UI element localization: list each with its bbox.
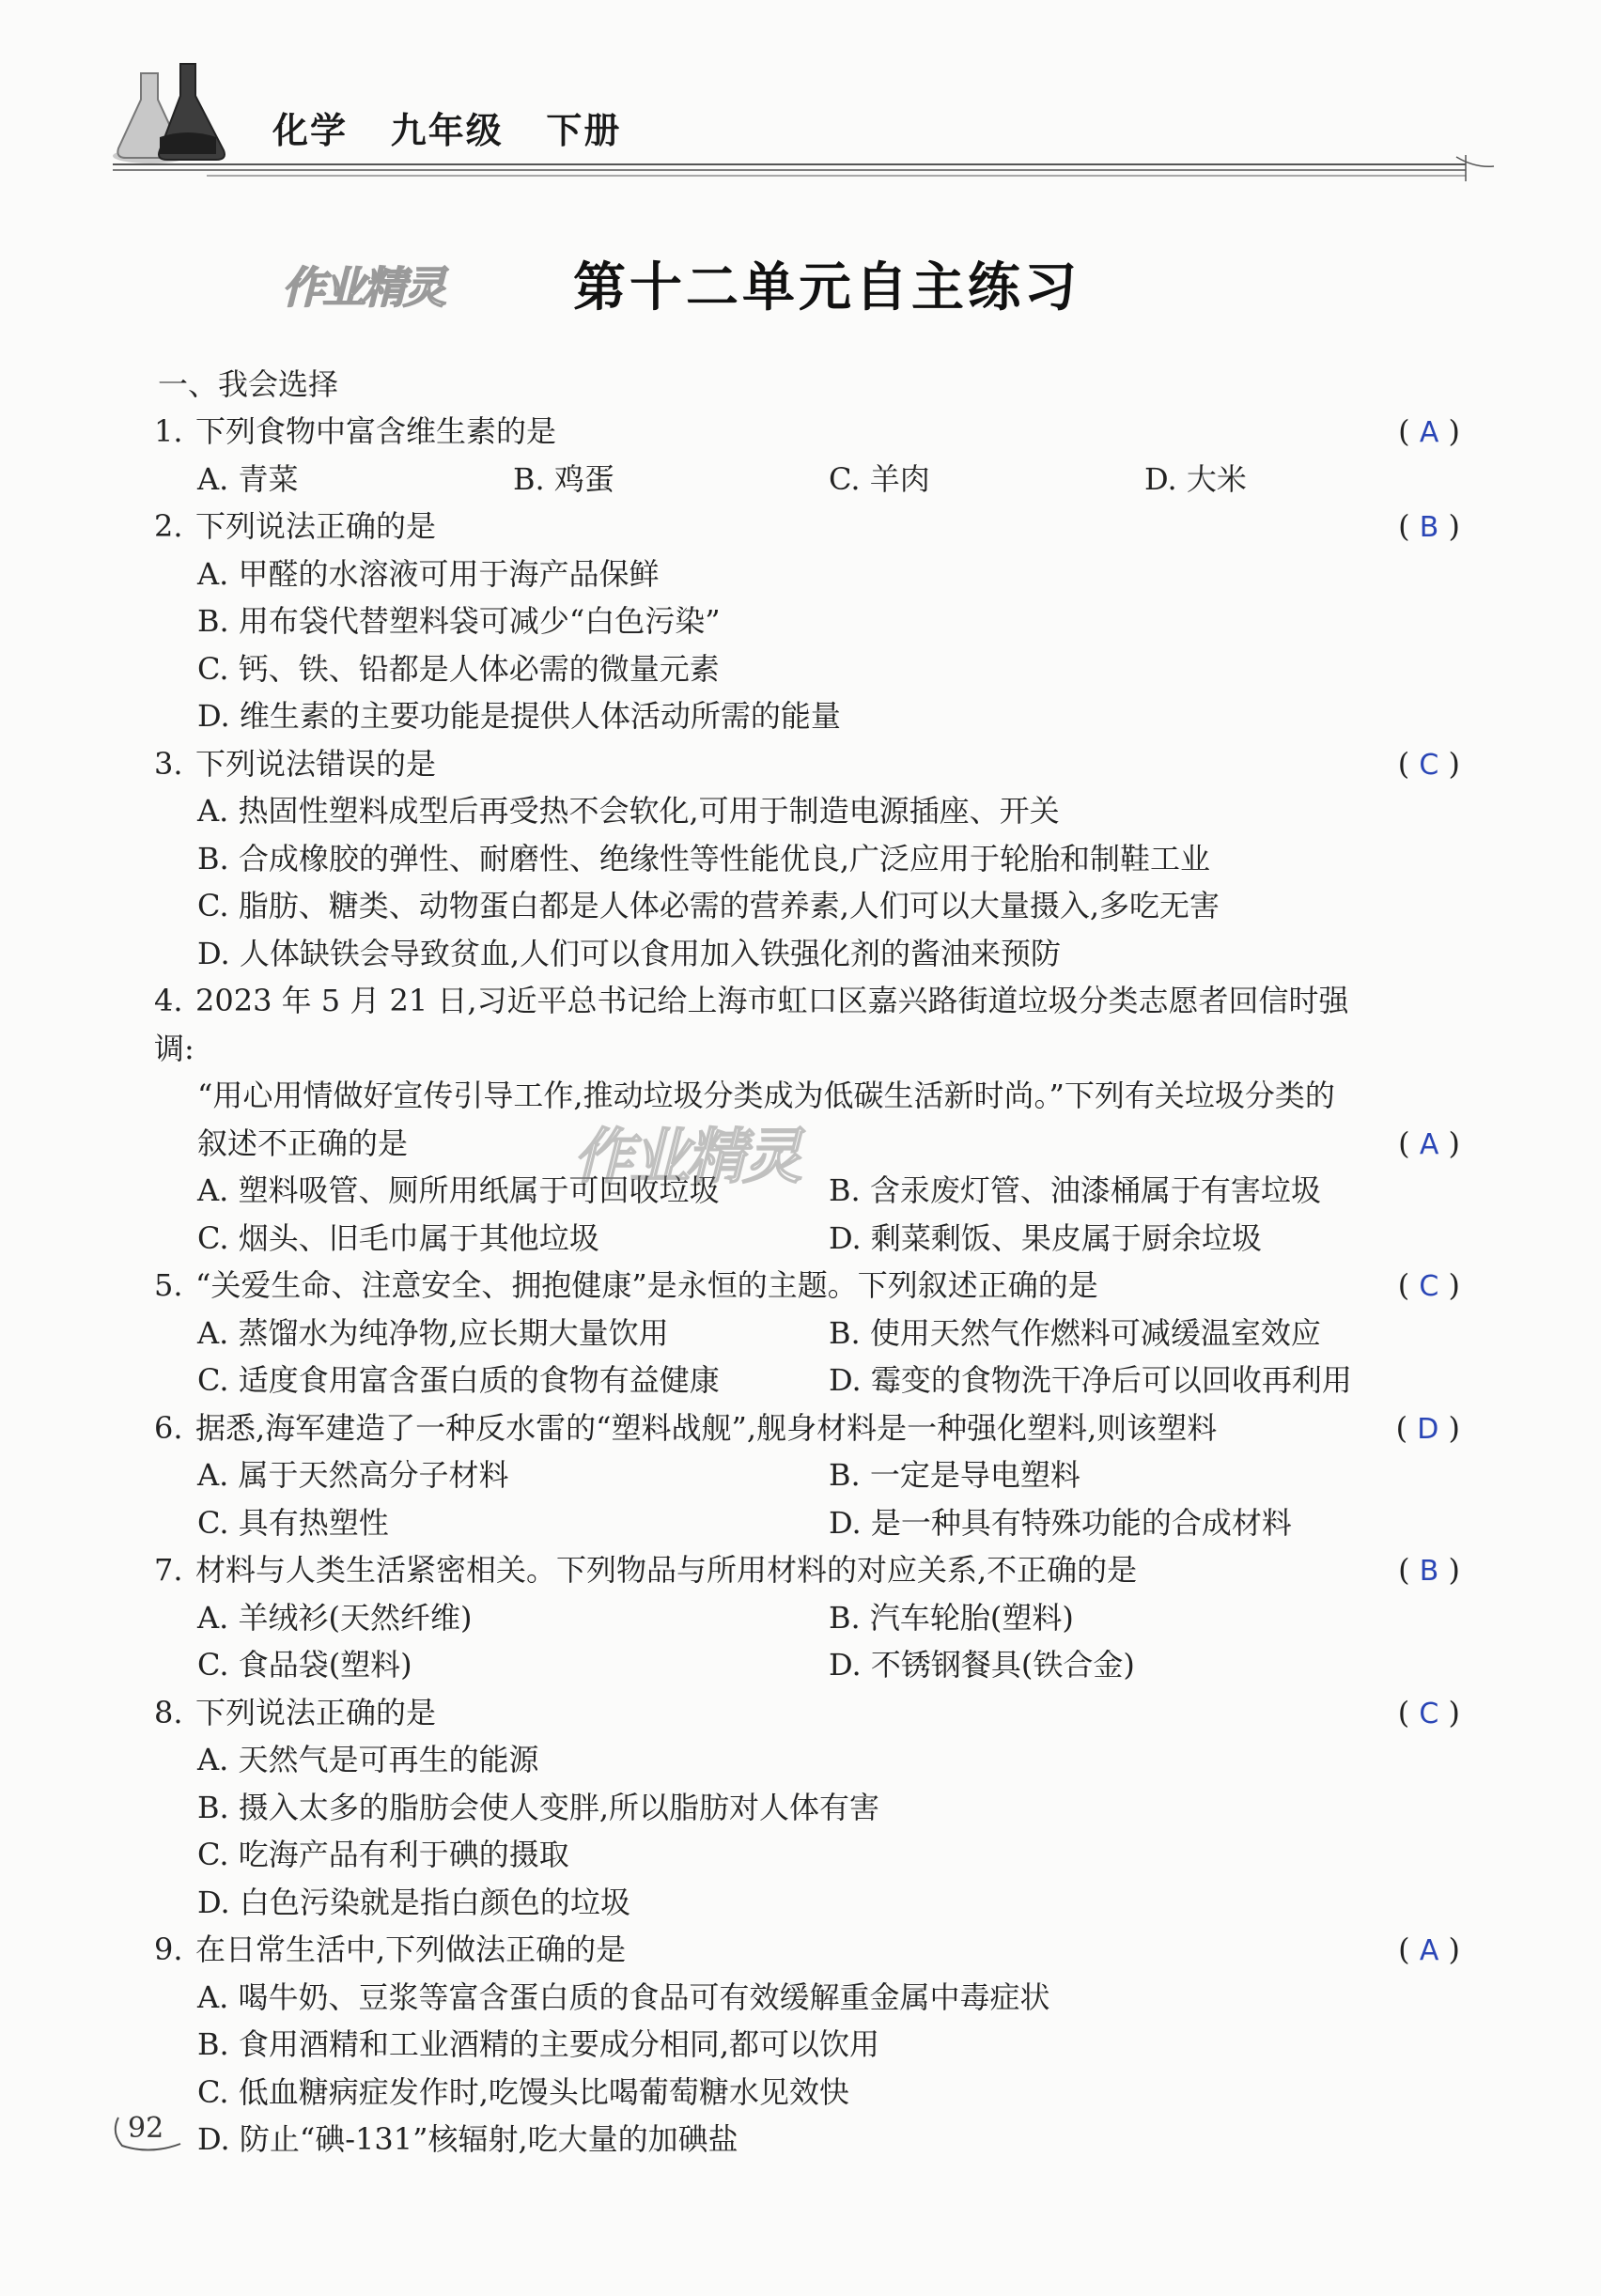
question-stem [154,503,1460,551]
answer-paren-open: ( [1398,1931,1420,1967]
answer-option: B. 摄入太多的脂肪会使人变胖,所以脂肪对人体有害 [197,1789,880,1825]
answer-option: D. 维生素的主要功能是提供人体活动所需的能量 [197,698,841,734]
answer-choice: C [1419,1270,1439,1303]
answer-paren-close: ) [1438,508,1460,544]
question-stem [154,1689,1460,1737]
answer-option: B. 使用天然气作燃料可减缓温室效应 [829,1314,1321,1351]
answer-paren-open: ( [1397,1267,1420,1303]
answer-bracket [1398,1120,1460,1170]
answer-paren-open: ( [1398,1125,1420,1161]
question-item [154,1262,1460,1404]
answer-paren-close: ) [1438,1125,1460,1161]
question-item [154,1926,1460,2164]
answer-option: A. 甲醛的水溶液可用于海产品保鲜 [197,555,660,592]
option-group [154,1451,1460,1546]
question-stem-continued [154,1072,1460,1120]
answer-option: B. 汽车轮胎(塑料) [829,1599,1074,1636]
question-text: 2023 年 5 月 21 日,习近平总书记给上海市虹口区嘉兴路街道垃圾分类志愿者回信时强调: [154,983,1349,1066]
unit-title: 第十二单元自主练习 [573,257,1080,318]
answer-option: B. 含汞废灯管、油漆桶属于有害垃圾 [829,1172,1321,1208]
question-number: 2. [154,508,183,544]
option-group [154,1594,1460,1689]
answer-choice: C [1419,1697,1439,1730]
center-watermark: 作业精灵 [573,1123,799,1192]
question-list [154,361,1460,2164]
answer-option: A. 蒸馏水为纯净物,应长期大量饮用 [197,1314,669,1351]
answer-option: A. 属于天然高分子材料 [197,1457,509,1493]
answer-bracket [1396,1404,1460,1454]
question-text: 下列说法正确的是 [195,508,437,544]
option-group [154,1167,1460,1262]
answer-paren-open: ( [1395,1409,1418,1446]
question-item [154,503,1460,740]
option-group [154,456,1460,504]
answer-option: D. 人体缺铁会导致贫血,人们可以食用加入铁强化剂的酱油来预防 [197,935,1062,971]
question-text: 据悉,海军建造了一种反水雷的“塑料战舰”,舰身材料是一种强化塑料,则该塑料 [195,1409,1218,1446]
page-number: 92 [128,2112,164,2145]
answer-paren-open: ( [1398,413,1420,449]
question-item [154,1404,1460,1547]
answer-bracket [1398,740,1460,790]
question-stem [154,1546,1460,1594]
header-rule-icon [113,155,1503,183]
question-number: 3. [154,745,183,782]
question-stem [154,1926,1460,1974]
answer-choice: D [1417,1412,1439,1446]
answer-option: A. 喝牛奶、豆浆等富含蛋白质的食品可有效缓解重金属中毒症状 [197,1978,1050,2015]
question-stem [154,740,1460,788]
answer-option: C. 吃海产品有利于碘的摄取 [197,1837,569,1872]
question-text: 下列说法正确的是 [195,1694,437,1730]
answer-paren-close: ) [1438,1931,1460,1967]
question-text: “关爱生命、注意安全、拥抱健康”是永恒的主题。下列叙述正确的是 [195,1267,1098,1303]
answer-option: A. 青菜 [197,460,299,497]
answer-option: D. 霉变的食物洗干净后可以回收再利用 [829,1362,1352,1398]
page-footer [111,2112,190,2149]
question-item [154,740,1460,978]
answer-option: B. 一定是导电塑料 [829,1457,1080,1493]
answer-choice: B [1419,1555,1439,1588]
answer-bracket [1398,1926,1460,1976]
answer-option: A. 天然气是可再生的能源 [197,1742,539,1777]
answer-paren-close: ) [1438,1552,1460,1588]
answer-option: D. 剩菜剩饭、果皮属于厨余垃圾 [829,1219,1262,1256]
question-stem [154,1404,1460,1452]
answer-option: A. 塑料吸管、厕所用纸属于可回收垃圾 [197,1172,720,1208]
option-group [154,787,1460,977]
question-text: 材料与人类生活紧密相关。下列物品与所用材料的对应关系,不正确的是 [195,1552,1138,1588]
answer-option: C. 具有热塑性 [197,1504,389,1541]
question-number: 7. [154,1552,183,1588]
answer-bracket [1398,1262,1460,1311]
answer-paren-close: ) [1438,1267,1460,1303]
question-item [154,408,1460,503]
section-heading: 一、我会选择 [158,366,339,402]
answer-choice: B [1419,511,1439,544]
question-number: 5. [154,1267,183,1303]
question-number: 1. [154,413,183,449]
answer-option: B. 食用酒精和工业酒精的主要成分相同,都可以饮用 [197,2026,880,2062]
answer-option: D. 大米 [1144,460,1247,497]
answer-option: B. 合成橡胶的弹性、耐磨性、绝缘性等性能优良,广泛应用于轮胎和制鞋工业 [197,840,1211,877]
question-number: 4. [154,983,183,1018]
question-text: 下列食物中富含维生素的是 [195,413,557,449]
book-title: 化学 九年级 下册 [272,110,622,151]
answer-option: B. 鸡蛋 [513,460,614,497]
answer-paren-close: ) [1438,413,1460,449]
answer-option: D. 是一种具有特殊功能的合成材料 [829,1504,1292,1541]
answer-option: C. 脂肪、糖类、动物蛋白都是人体必需的营养素,人们可以大量摄入,多吃无害 [197,888,1220,923]
question-stem [154,1262,1460,1310]
question-text: “用心用情做好宣传引导工作,推动垃圾分类成为低碳生活新时尚。”下列有关垃圾分类的 [197,1078,1335,1113]
brand-watermark: 作业精灵 [282,262,443,313]
answer-paren-close: ) [1438,1694,1460,1730]
answer-option: C. 适度食用富含蛋白质的食物有益健康 [197,1362,720,1398]
question-stem [154,408,1460,456]
question-stem [154,977,1460,1072]
answer-paren-open: ( [1398,1552,1420,1588]
answer-option: D. 不锈钢餐具(铁合金) [829,1647,1135,1683]
answer-choice: A [1419,1127,1439,1161]
answer-bracket [1398,1546,1460,1596]
answer-option: C. 钙、铁、铅都是人体必需的微量元素 [197,650,720,687]
flask-icon [113,56,254,169]
answer-paren-open: ( [1397,745,1420,782]
question-number: 6. [154,1409,183,1446]
answer-paren-open: ( [1397,1694,1420,1730]
question-text: 在日常生活中,下列做法正确的是 [195,1931,627,1967]
option-group [154,551,1460,740]
question-number: 9. [154,1931,183,1967]
question-item [154,977,1460,1262]
answer-option: D. 防止“碘-131”核辐射,吃大量的加碘盐 [197,2121,738,2157]
question-text: 叙述不正确的是 [197,1125,409,1161]
answer-option: D. 白色污染就是指白颜色的垃圾 [197,1884,630,1920]
answer-bracket [1398,503,1460,552]
answer-option: C. 低血糖病症发作时,吃馒头比喝葡萄糖水见效快 [197,2073,849,2110]
option-group [154,1736,1460,1926]
answer-paren-open: ( [1398,508,1420,544]
unit-title-area [282,246,1315,331]
answer-option: C. 烟头、旧毛巾属于其他垃圾 [197,1219,599,1256]
question-item [154,1546,1460,1689]
question-item [154,1689,1460,1927]
option-group [154,1310,1460,1404]
answer-option: C. 食品袋(塑料) [197,1647,412,1683]
question-number: 8. [154,1694,183,1730]
option-group [154,1974,1460,2164]
answer-choice: A [1419,416,1439,449]
question-stem-continued [154,1120,1460,1168]
answer-bracket [1398,1689,1460,1739]
answer-choice: A [1419,1934,1439,1967]
page-header [113,56,1503,197]
answer-choice: C [1419,748,1439,782]
answer-paren-close: ) [1438,1409,1460,1446]
answer-option: B. 用布袋代替塑料袋可减少“白色污染” [197,603,721,639]
question-text: 下列说法错误的是 [195,745,437,782]
answer-option: C. 羊肉 [829,460,930,497]
answer-option: A. 羊绒衫(天然纤维) [197,1599,473,1636]
answer-bracket [1398,408,1460,458]
answer-option: A. 热固性塑料成型后再受热不会软化,可用于制造电源插座、开关 [197,793,1060,829]
answer-paren-close: ) [1438,745,1460,782]
